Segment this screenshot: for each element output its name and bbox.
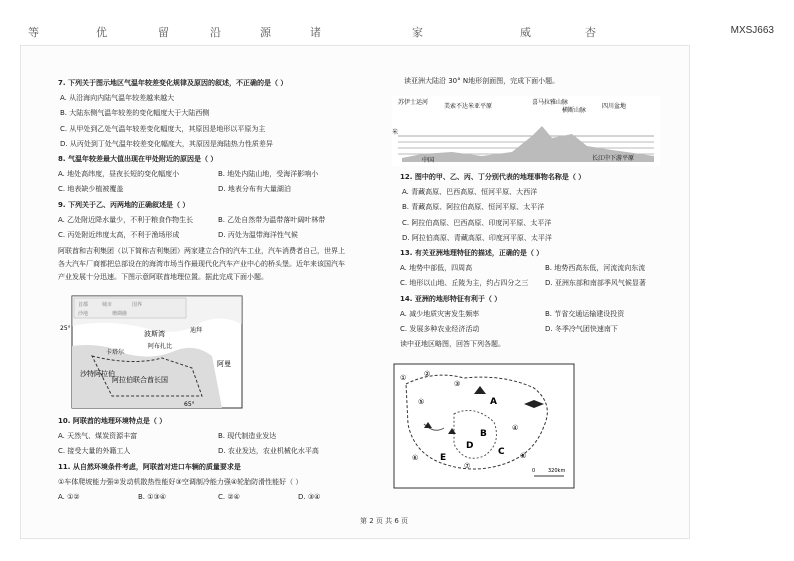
question-11: 11. 从自然环境条件考虑，阿联酋对进口车辆的质量要求是	[58, 462, 241, 471]
lon-label: 65°	[184, 401, 195, 408]
option: A. 地势中部低，四周高	[400, 264, 473, 273]
question-12: 12. 图中的甲、乙、丙、丁分别代表的地理事物名称是（ ）	[400, 173, 586, 181]
terrain-profile	[392, 96, 660, 166]
header-char: 诸	[310, 26, 321, 39]
qatar-label: 卡塔尔	[106, 349, 125, 356]
map-number: ③	[454, 380, 461, 388]
map-number: ②	[424, 370, 431, 378]
header-char: 威	[520, 26, 531, 39]
right-column	[400, 170, 690, 352]
scale-label: 320km	[548, 468, 566, 474]
option: A. 乙处附近降水量少，不利于粮食作物生长	[58, 215, 194, 224]
profile-label: 中国	[422, 157, 435, 164]
header-char: 源	[260, 26, 271, 39]
country-label: 阿拉伯联合酋长国	[112, 376, 168, 384]
map-letter: D	[466, 441, 474, 451]
option: A. 天然气、煤炭资源丰富	[58, 432, 138, 441]
option: D. 亚洲东部和南部季风气候显著	[545, 279, 646, 288]
left-column-lower	[58, 414, 378, 505]
passage: 读中亚地区略图，回答下列各题。	[400, 340, 505, 349]
profile-label: 喜马拉雅山脉	[532, 99, 569, 106]
page-header	[0, 24, 794, 40]
option: C. 接受大量的外籍工人	[58, 447, 131, 456]
profile-label: 美索不达米亚平原	[444, 103, 493, 110]
profile-label: 四川盆地	[602, 103, 627, 110]
gulf-label: 波斯湾	[144, 330, 165, 338]
question-13: 13. 有关亚洲地理特征的描述，正确的是（ ）	[400, 249, 544, 258]
option: A. 青藏高原、巴西高原、恒河平原、大西洋	[402, 188, 538, 197]
abu-label: 阿布扎比	[148, 343, 173, 350]
header-char: 留	[158, 26, 169, 39]
central-asia-map	[394, 364, 574, 488]
question-9: 9. 下列关于乙、丙两地的正确叙述是（ ）	[58, 200, 190, 209]
option: A. 从沿海向内陆气温年较差越来越大	[60, 94, 175, 103]
option: A. 减少地质灾害发生频率	[400, 309, 480, 318]
option: D. 冬季冷气团快速南下	[545, 325, 618, 334]
option: B. 地势西高东低，河流流向东流	[545, 264, 646, 273]
option: B. 青藏高原、阿拉伯高原、恒河平原、太平洋	[402, 203, 545, 212]
option: A. 地处高纬度，昼夜长短的变化幅度小	[58, 170, 180, 179]
option: D. 地表分布有大量湖泊	[218, 185, 291, 194]
header-char: 等	[28, 26, 39, 39]
header-char: 家	[412, 26, 423, 39]
option: C. 地表缺少植被覆盖	[58, 185, 124, 194]
left-column	[58, 76, 378, 284]
map-number: ⑥	[412, 454, 419, 462]
passage: 阿联酋和吉利集团（以下简称吉利集团）两家建立合作的汽车工业，汽车消费者自己，世界上各大汽车厂商都把总部设在的海湾市场当作最现代化汽车产业中心的桥头堡。近年来该国汽车产业发展十分迅速。下图示意阿联酋地理位置。据此完成下面小题。	[58, 247, 345, 282]
profile-label: 长江中下游平原	[592, 155, 635, 162]
map-number: ④	[512, 424, 519, 432]
option: B. 现代制造业发达	[218, 432, 277, 441]
option: C. 丙处附近纬度太高，不利于渔场形成	[58, 231, 180, 240]
option: D. 从丙处到丁处气温年较差变化幅度大，其原因是海陆热力性质差异	[60, 139, 273, 148]
option: D. 阿拉伯高原、青藏高原、印度河平原、太平洋	[402, 233, 552, 242]
passage: 读亚洲大陆沿 30° N地形剖面图，完成下面小题。	[404, 77, 560, 85]
question-8: 8. 气温年较差最大值出现在甲处附近的原因是（ ）	[58, 155, 218, 164]
profile-label: 米	[392, 129, 399, 136]
option: B. 节省交通运输建设投资	[545, 309, 625, 318]
question-11-statements: ①车体爬坡能力强②发动机散热性能好③空调制冷能力强④轮胎防滑性能好（ ）	[58, 477, 303, 486]
question-10: 10. 阿联酋的地理环境特点是（ ）	[58, 417, 167, 425]
profile-label: 横断山脉	[562, 107, 587, 114]
option: B. 大陆东侧气温年较差的变化幅度大于大陆西侧	[60, 109, 210, 118]
header-char: 优	[96, 26, 107, 39]
option: B. ①③④	[138, 493, 167, 502]
option: D. ③④	[298, 493, 321, 502]
lat-label: 25°	[60, 325, 71, 332]
profile-label: 苏伊士运河	[398, 99, 429, 106]
map-number: ⑧	[520, 452, 527, 460]
scale-zero: 0	[532, 468, 536, 474]
map-number: ⑦	[464, 462, 471, 470]
paper-code: MXSJ663	[730, 25, 774, 36]
option: C. 从甲处到乙处气温年较差变化幅度大，其原因是地形以平原为主	[60, 124, 266, 133]
dubai-label: 迪拜	[190, 327, 203, 334]
map-letter: E	[440, 453, 447, 463]
question-14: 14. 亚洲的地形特征有利于（ ）	[400, 294, 502, 303]
option: B. 地处内陆山地，受海洋影响小	[218, 170, 319, 179]
option: B. 乙处自然带为温带落叶阔叶林带	[218, 215, 326, 224]
option: C. ②④	[218, 493, 240, 502]
option: C. 地形以山地、丘陵为主，约占四分之三	[400, 279, 529, 288]
option: D. 农业发达，农业机械化水平高	[218, 447, 319, 456]
header-char: 沿	[210, 26, 221, 39]
option: A. ①②	[58, 493, 80, 502]
oman-label: 阿曼	[217, 360, 231, 368]
option: C. 发展多种农业经济活动	[400, 325, 480, 334]
map-number: ①	[400, 374, 407, 382]
header-char: 杏	[585, 26, 596, 39]
question-7: 7. 下列关于图示地区气温年较差变化规律及原因的叙述，不正确的是（ ）	[58, 79, 288, 87]
map-letter: A	[490, 397, 497, 407]
map-letter: C	[498, 447, 505, 457]
uae-map	[60, 296, 242, 408]
map-letter: B	[480, 429, 487, 439]
option: C. 阿拉伯高原、巴西高原、印度河平原、太平洋	[402, 218, 552, 227]
map-number: ⑤	[418, 398, 425, 406]
profile-intro	[404, 74, 674, 89]
option: D. 丙处为温带海洋性气候	[218, 231, 298, 240]
sa-label: 沙特阿拉伯	[80, 370, 115, 378]
page-number: 第 2 页 共 6 页	[360, 517, 409, 525]
